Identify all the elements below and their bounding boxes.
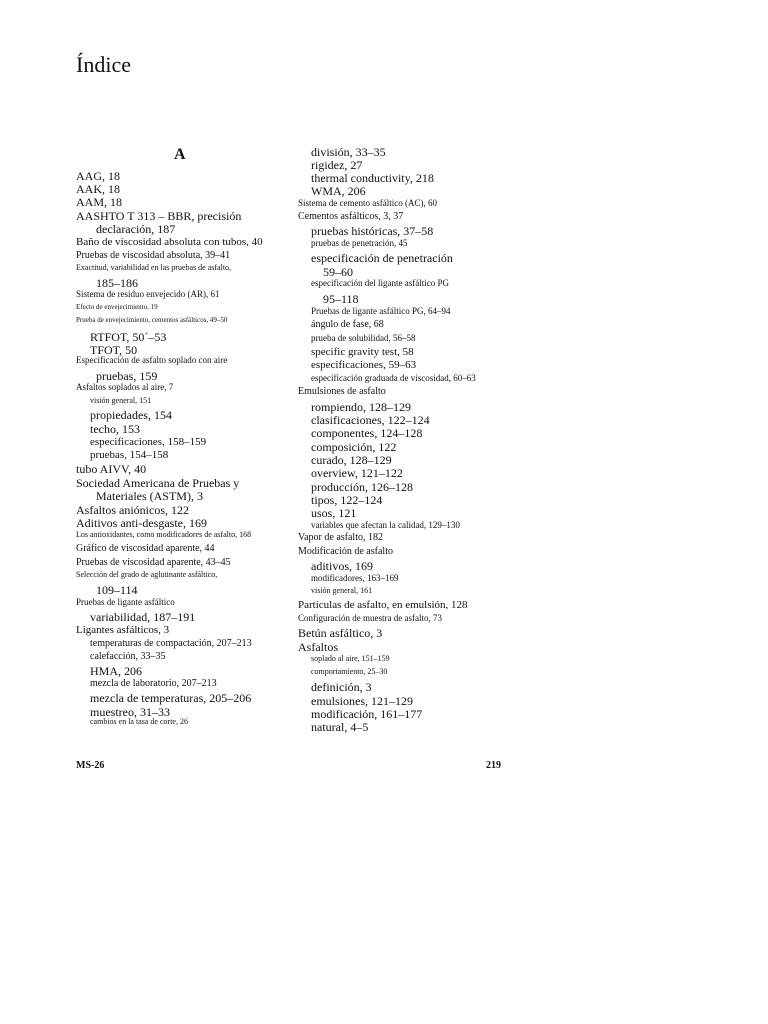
index-right-entry: especificaciones, 59–63 bbox=[311, 359, 417, 371]
index-right-entry: aditivos, 169 bbox=[311, 559, 373, 573]
index-right-entry: composición, 122 bbox=[311, 440, 397, 454]
index-left-entry: RTFOT, 50´–53 bbox=[90, 330, 167, 344]
index-left-entry: calefacción, 33–35 bbox=[90, 651, 166, 662]
index-right-entry: Emulsiones de asfalto bbox=[298, 386, 386, 397]
index-right-entry: 95–118 bbox=[323, 292, 359, 306]
page-title: Índice bbox=[76, 52, 131, 77]
index-right-entry: comportamiento, 25–30 bbox=[311, 667, 388, 676]
index-right-entry: usos, 121 bbox=[311, 506, 357, 520]
index-left-entry: pruebas, 159 bbox=[96, 369, 158, 383]
index-right-entry: pruebas históricas, 37–58 bbox=[311, 224, 434, 238]
index-left-entry: declaración, 187 bbox=[96, 222, 176, 236]
index-left-entry: temperaturas de compactación, 207–213 bbox=[90, 638, 252, 649]
index-left-entry: muestreo, 31–33 bbox=[90, 705, 170, 719]
index-right-entry: prueba de solubilidad, 56–58 bbox=[311, 333, 416, 343]
index-right-entry: clasificaciones, 122–124 bbox=[311, 413, 430, 427]
index-right-entry: tipos, 122–124 bbox=[311, 493, 383, 507]
index-left-entry: AAK, 18 bbox=[76, 182, 120, 196]
index-left-entry: AAM, 18 bbox=[76, 195, 123, 209]
index-right-entry: Partículas de asfalto, en emulsión, 128 bbox=[298, 599, 468, 611]
index-right-entry: curado, 128–129 bbox=[311, 453, 392, 467]
index-right-entry: modificación, 161–177 bbox=[311, 707, 423, 721]
index-left-entry: Gráfico de viscosidad aparente, 44 bbox=[76, 543, 215, 554]
index-right-entry: Cementos asfálticos, 3, 37 bbox=[298, 211, 404, 222]
index-left-entry: Pruebas de ligante asfáltico bbox=[76, 597, 175, 607]
index-left-entry: Los antioxidantes, como modificadores de asfalto, 168 bbox=[76, 530, 252, 539]
index-left-entry: HMA, 206 bbox=[90, 664, 143, 678]
index-right-entry: Sistema de cemento asfáltico (AC), 60 bbox=[298, 198, 437, 208]
index-right-entry: Configuración de muestra de asfalto, 73 bbox=[298, 613, 442, 623]
index-right-entry: especificación de penetración bbox=[311, 251, 453, 265]
index-right-entry: visión general, 161 bbox=[311, 586, 373, 595]
index-left-entry: Ligantes asfálticos, 3 bbox=[76, 624, 170, 636]
index-left-entry: Pruebas de viscosidad absoluta, 39–41 bbox=[76, 250, 231, 261]
index-left-entry: mezcla de temperaturas, 205–206 bbox=[90, 691, 252, 705]
footer-page-number: 219 bbox=[486, 760, 501, 771]
index-left-entry: propiedades, 154 bbox=[90, 408, 172, 422]
index-left-entry: variabilidad, 187–191 bbox=[90, 610, 196, 624]
index-left-entry: AAG, 18 bbox=[76, 169, 120, 183]
index-right-entry: Asfaltos bbox=[298, 640, 338, 654]
index-left-entry: Aditivos anti-desgaste, 169 bbox=[76, 516, 207, 530]
index-left-entry: Selección del grado de aglutinante asfáltico, bbox=[76, 570, 218, 579]
index-left-entry: Exactitud, variabilidad en las pruebas de asfalto, bbox=[76, 263, 232, 272]
index-left-entry: especificaciones, 158–159 bbox=[90, 436, 207, 448]
index-left-entry: pruebas, 154–158 bbox=[90, 449, 169, 461]
index-left-entry: 109–114 bbox=[96, 583, 138, 597]
index-left-entry: Sistema de residuo envejecido (AR), 61 bbox=[76, 289, 220, 299]
index-right-entry: soplado al aire, 151–159 bbox=[311, 654, 390, 663]
index-right-entry: modificadores, 163–169 bbox=[311, 573, 399, 583]
index-left-entry: Materiales (ASTM), 3 bbox=[96, 489, 203, 503]
index-right-entry: Pruebas de ligante asfáltico PG, 64–94 bbox=[311, 306, 451, 316]
index-left-entry: mezcla de laboratorio, 207–213 bbox=[90, 678, 217, 689]
index-right-entry: ángulo de fase, 68 bbox=[311, 319, 384, 330]
index-right-entry: thermal conductivity, 218 bbox=[311, 171, 434, 185]
index-right-entry: Betún asfáltico, 3 bbox=[298, 626, 383, 640]
index-right-entry: rigidez, 27 bbox=[311, 158, 363, 172]
index-right-entry: producción, 126–128 bbox=[311, 480, 413, 494]
index-right-entry: especificación graduada de viscosidad, 60–63 bbox=[311, 373, 476, 383]
index-left-entry: Pruebas de viscosidad aparente, 43–45 bbox=[76, 557, 231, 568]
index-left-entry: Asfaltos soplados al aire, 7 bbox=[76, 382, 174, 392]
index-right-entry: overview, 121–122 bbox=[311, 466, 403, 480]
footer-document-code: MS-26 bbox=[76, 760, 105, 771]
index-right-entry: rompiendo, 128–129 bbox=[311, 400, 411, 414]
index-left-entry: Sociedad Americana de Pruebas y bbox=[76, 476, 240, 490]
index-left-entry: Prueba de envejecimiento, cementos asfálticos, 49–50 bbox=[76, 316, 228, 324]
index-right-entry: pruebas de penetración, 45 bbox=[311, 238, 408, 248]
index-left-entry: AASHTO T 313 – BBR, precisión bbox=[76, 209, 242, 223]
index-right-entry: natural, 4–5 bbox=[311, 720, 369, 734]
index-right-entry: componentes, 124–128 bbox=[311, 426, 423, 440]
index-left-entry: TFOT, 50 bbox=[90, 343, 138, 357]
index-right-entry: Vapor de asfalto, 182 bbox=[298, 532, 383, 543]
index-right-entry: definición, 3 bbox=[311, 680, 372, 694]
section-letter-heading: A bbox=[174, 146, 186, 163]
index-right-entry: emulsiones, 121–129 bbox=[311, 694, 413, 708]
index-right-entry: Modificación de asfalto bbox=[298, 546, 393, 557]
index-right-entry: WMA, 206 bbox=[311, 184, 366, 198]
index-left-entry: 185–186 bbox=[96, 276, 138, 290]
index-right-entry: especificación del ligante asfáltico PG bbox=[311, 278, 449, 288]
index-right-entry: specific gravity test, 58 bbox=[311, 346, 414, 358]
index-left-entry: Asfaltos aniónicos, 122 bbox=[76, 503, 189, 517]
index-left-entry: Especificación de asfalto soplado con aire bbox=[76, 355, 228, 365]
index-right-entry: variables que afectan la calidad, 129–130 bbox=[311, 520, 460, 530]
index-left-entry: tubo AIVV, 40 bbox=[76, 462, 147, 476]
index-left-entry: visión general, 151 bbox=[90, 396, 152, 405]
index-left-entry: Baño de viscosidad absoluta con tubos, 40 bbox=[76, 236, 263, 248]
index-left-entry: cambios en la tasa de corte, 26 bbox=[90, 717, 188, 726]
index-left-entry: techo, 153 bbox=[90, 422, 140, 436]
index-right-entry: 59–60 bbox=[323, 265, 353, 279]
index-left-entry: Efecto de envejecimiento, 19 bbox=[76, 303, 158, 311]
index-right-entry: división, 33–35 bbox=[311, 145, 386, 159]
